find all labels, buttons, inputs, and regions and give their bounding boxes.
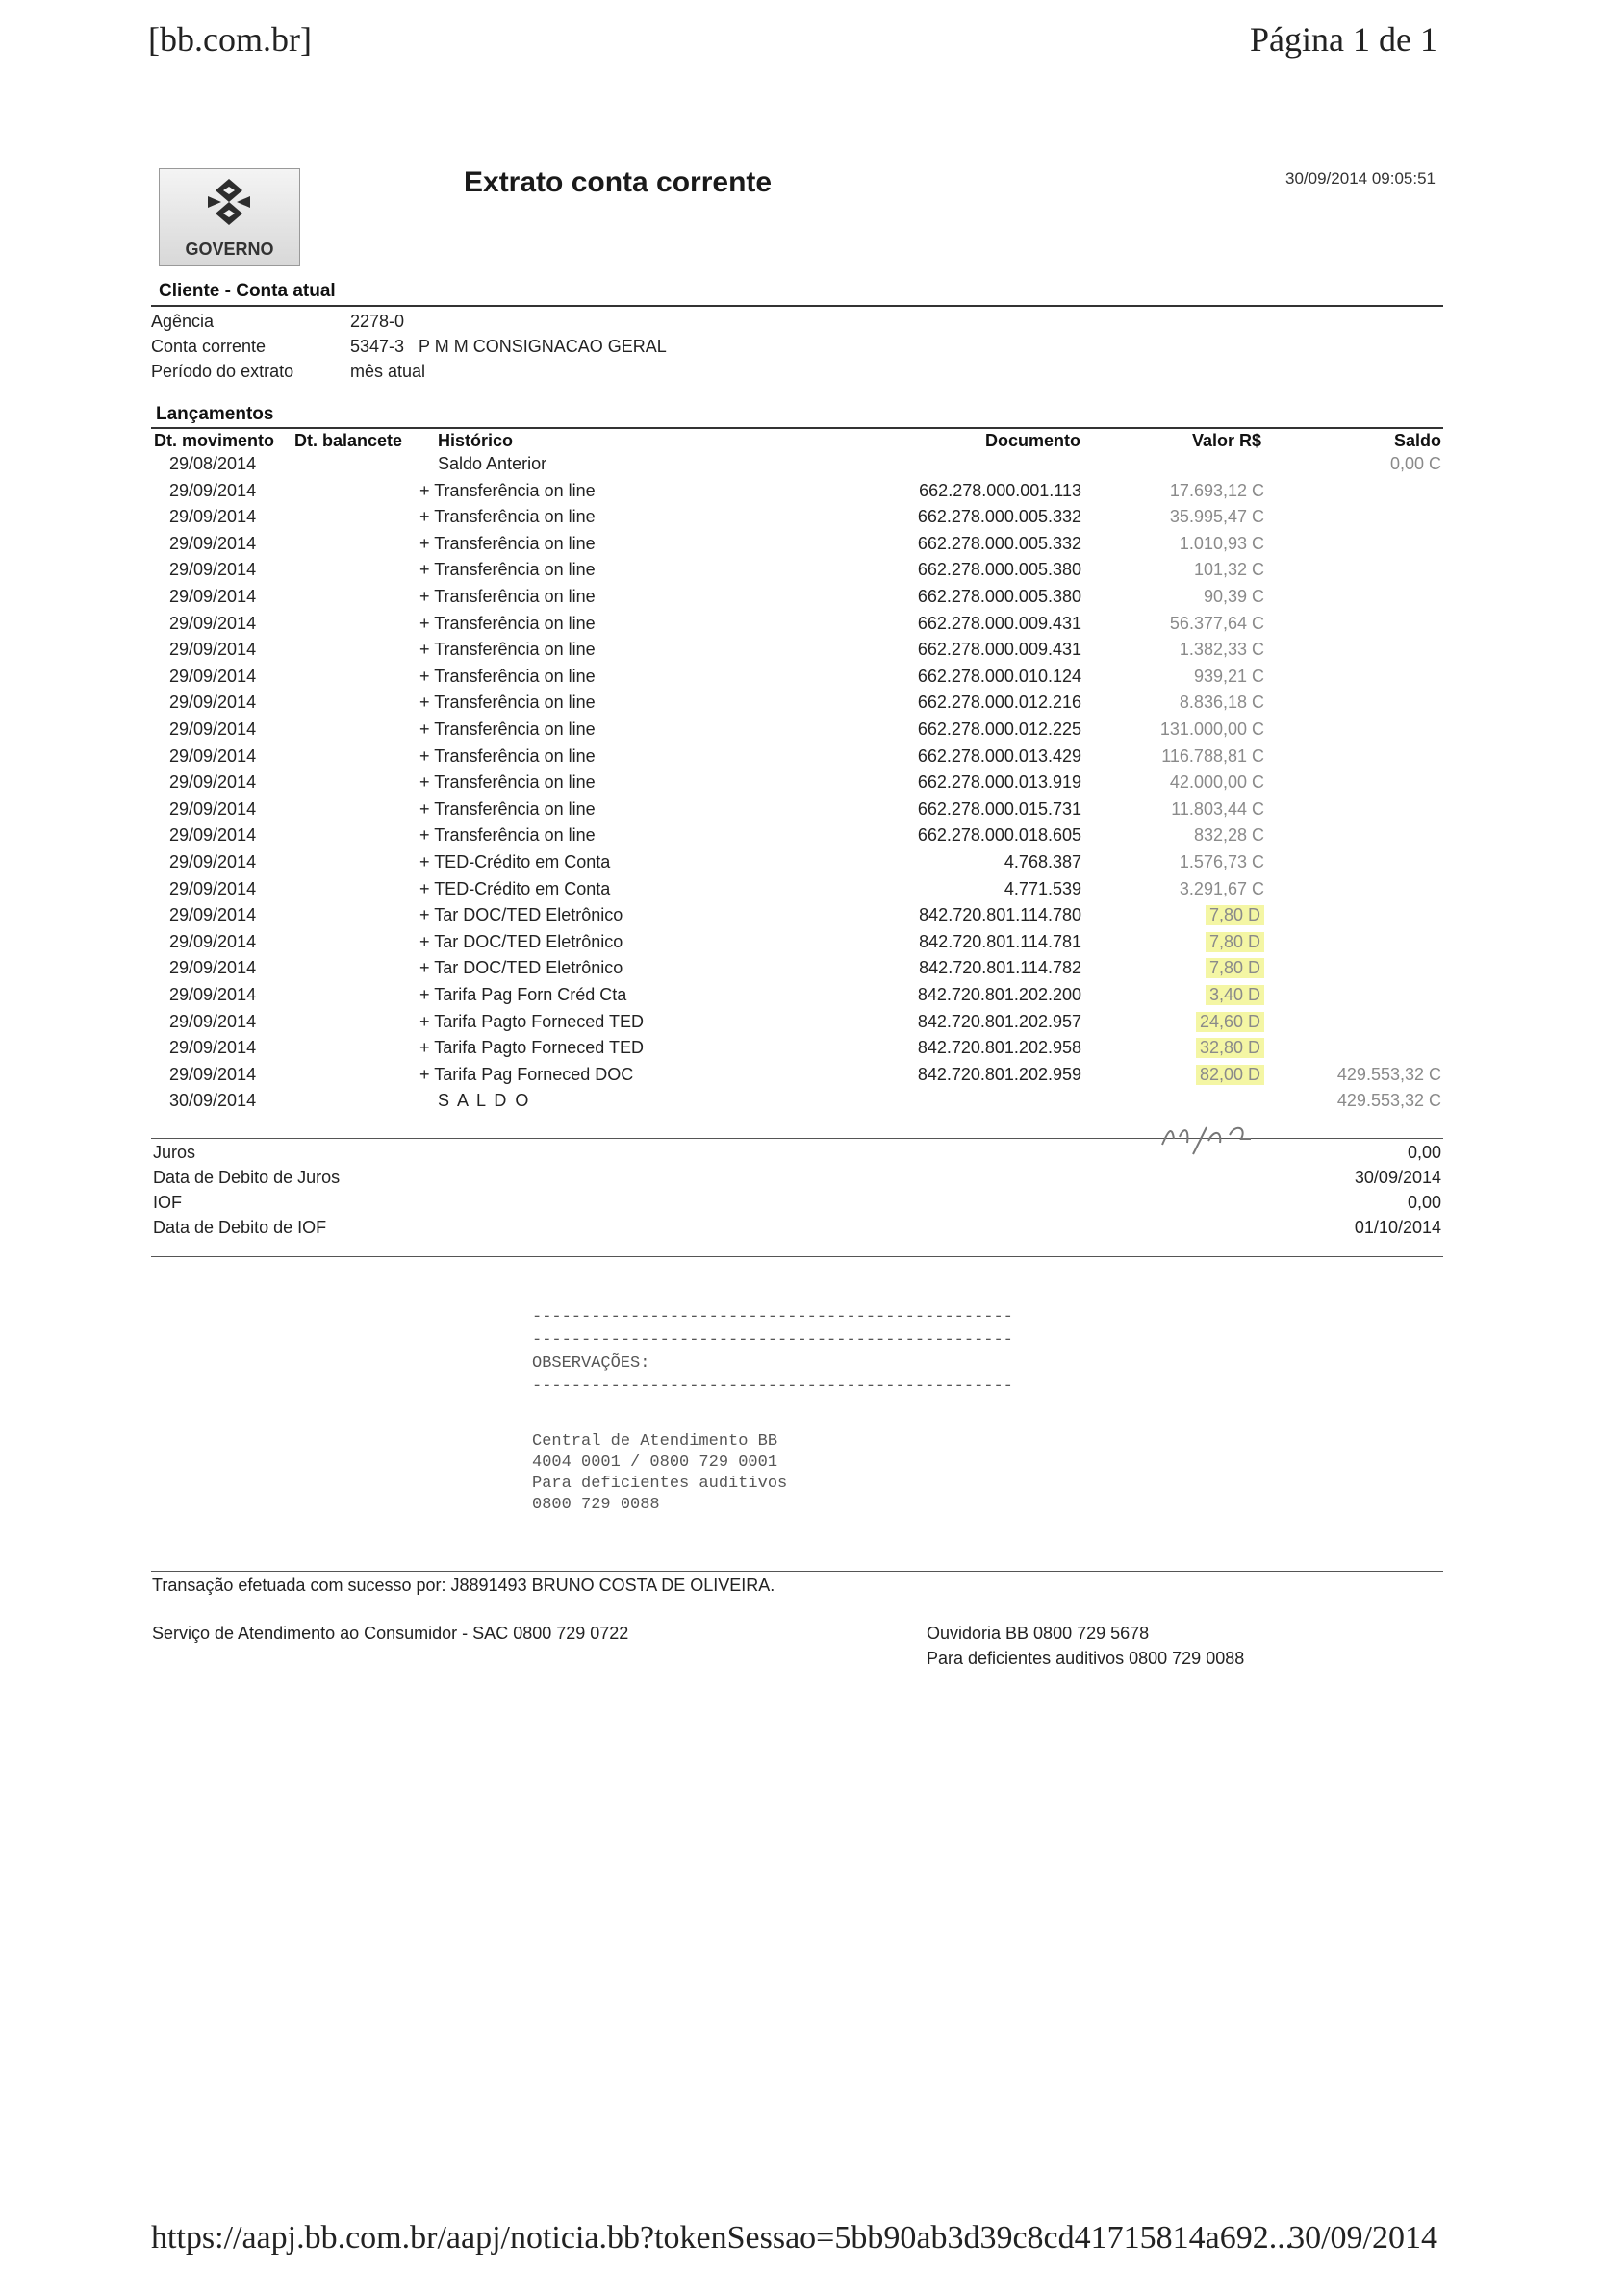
row-documento: 662.278.000.009.431 xyxy=(917,613,1081,633)
table-row xyxy=(0,799,1601,825)
table-row xyxy=(0,1012,1601,1038)
row-date: 29/09/2014 xyxy=(169,693,257,713)
table-row xyxy=(0,614,1601,640)
row-date: 29/09/2014 xyxy=(169,533,257,553)
row-valor: 11.803,44 C xyxy=(1171,798,1264,819)
table-row xyxy=(0,879,1601,905)
print-date: 30/09/2014 xyxy=(1288,2220,1437,2256)
row-historico: + Transferência on line xyxy=(419,666,596,686)
juros-value: 0,00 xyxy=(1407,1143,1441,1162)
row-valor: 116.788,81 C xyxy=(1161,745,1264,766)
table-row xyxy=(0,534,1601,560)
table-row xyxy=(0,852,1601,878)
row-historico: + TED-Crédito em Conta xyxy=(419,878,611,898)
table-row xyxy=(0,985,1601,1011)
row-valor: 1.010,93 C xyxy=(1179,533,1264,553)
table-row xyxy=(0,640,1601,666)
logo-text: GOVERNO xyxy=(185,240,274,259)
table-row xyxy=(0,719,1601,745)
row-valor: 35.995,47 C xyxy=(1169,507,1264,527)
row-historico: + Tar DOC/TED Eletrônico xyxy=(419,905,623,925)
row-valor: 7,80 D xyxy=(1206,932,1264,952)
row-historico: + Transferência on line xyxy=(419,825,596,845)
row-date: 29/08/2014 xyxy=(169,454,257,473)
row-date: 29/09/2014 xyxy=(169,719,257,739)
iof-value: 0,00 xyxy=(1407,1193,1441,1212)
table-row xyxy=(0,481,1601,507)
central-atendimento: Central de Atendimento BB 4004 0001 / 0800 729 0001 Para deficientes auditivos 0800 729 0088 xyxy=(532,1432,788,1514)
handwritten-annotation xyxy=(1155,1106,1280,1164)
row-documento: 662.278.000.015.731 xyxy=(917,798,1081,819)
sac-info: Serviço de Atendimento ao Consumidor - SAC 0800 729 0722 xyxy=(152,1624,629,1643)
page-url: https://aapj.bb.com.br/aapj/noticia.bb?tokenSessao=5bb90ab3d39c8cd41715814a692... xyxy=(151,2220,1294,2256)
table-row xyxy=(0,560,1601,586)
row-date: 29/09/2014 xyxy=(169,772,257,793)
row-historico: + Transferência on line xyxy=(419,719,596,739)
table-row xyxy=(0,1038,1601,1064)
row-date: 29/09/2014 xyxy=(169,825,257,845)
row-valor: 24,60 D xyxy=(1196,1012,1264,1032)
row-historico: + Tarifa Pag Forn Créd Cta xyxy=(419,985,627,1004)
row-date: 29/09/2014 xyxy=(169,640,257,660)
col-header-dt-balancete: Dt. balancete xyxy=(294,431,403,450)
row-historico: + Tarifa Pag Forneced DOC xyxy=(419,1064,634,1084)
row-date: 29/09/2014 xyxy=(169,745,257,766)
row-historico: + Transferência on line xyxy=(419,745,596,766)
row-documento: 662.278.000.001.113 xyxy=(919,480,1081,500)
row-valor: 56.377,64 C xyxy=(1169,613,1264,633)
row-documento: 662.278.000.010.124 xyxy=(917,666,1081,686)
juros-label: Juros xyxy=(153,1143,196,1162)
row-documento: 662.278.000.012.216 xyxy=(917,693,1081,713)
conta-label: Conta corrente xyxy=(151,337,267,356)
table-row xyxy=(0,587,1601,613)
row-documento: 662.278.000.005.332 xyxy=(917,533,1081,553)
periodo-value: mês atual xyxy=(350,362,426,381)
row-documento: 662.278.000.013.429 xyxy=(917,745,1081,766)
periodo-label: Período do extrato xyxy=(151,362,294,381)
col-header-saldo: Saldo xyxy=(1393,431,1441,450)
bb-logo-icon xyxy=(200,177,258,227)
row-historico: + Tar DOC/TED Eletrônico xyxy=(419,931,623,951)
row-valor: 42.000,00 C xyxy=(1169,772,1264,793)
table-row xyxy=(0,507,1601,533)
row-historico: + Tarifa Pagto Forneced TED xyxy=(419,1011,644,1031)
table-row xyxy=(0,825,1601,851)
row-historico: + Tarifa Pagto Forneced TED xyxy=(419,1038,644,1058)
iof-label: IOF xyxy=(153,1193,182,1212)
row-date: 29/09/2014 xyxy=(169,878,257,898)
conta-value: 5347-3 P M M CONSIGNACAO GERAL xyxy=(350,337,667,356)
row-date: 29/09/2014 xyxy=(169,798,257,819)
agencia-label: Agência xyxy=(151,312,215,331)
row-documento: 662.278.000.012.225 xyxy=(917,719,1081,739)
divider xyxy=(151,1256,1443,1257)
row-valor: 939,21 C xyxy=(1193,666,1264,686)
row-valor: 1.576,73 C xyxy=(1179,852,1264,871)
ouvidoria-info: Ouvidoria BB 0800 729 5678 xyxy=(927,1624,1150,1643)
table-row xyxy=(0,454,1601,480)
row-valor: 8.836,18 C xyxy=(1179,693,1264,713)
row-date: 29/09/2014 xyxy=(169,587,257,606)
table-row xyxy=(0,667,1601,693)
row-date: 29/09/2014 xyxy=(169,985,257,1004)
row-historico: + TED-Crédito em Conta xyxy=(419,852,611,871)
divider xyxy=(151,427,1443,429)
bank-logo xyxy=(159,168,300,266)
row-documento: 842.720.801.202.957 xyxy=(917,1011,1081,1031)
row-date: 30/09/2014 xyxy=(169,1091,257,1111)
page-number: Página 1 de 1 xyxy=(1250,20,1437,59)
row-valor: 1.382,33 C xyxy=(1179,640,1264,660)
row-date: 29/09/2014 xyxy=(169,666,257,686)
observacoes-box: ------------------------------------------------- ------------------------------------------------- OBSERVAÇÕES: ------------------------------------------------- xyxy=(532,1308,1013,1396)
transaction-info: Transação efetuada com sucesso por: J8891493 BRUNO COSTA DE OLIVEIRA. xyxy=(152,1576,775,1595)
table-row xyxy=(0,905,1601,931)
row-valor: 3.291,67 C xyxy=(1179,878,1264,898)
table-row xyxy=(0,932,1601,958)
row-documento: 842.720.801.114.781 xyxy=(919,931,1081,951)
data-debito-juros-label: Data de Debito de Juros xyxy=(153,1168,341,1187)
row-saldo: 429.553,32 C xyxy=(1336,1091,1441,1111)
table-row xyxy=(0,693,1601,719)
row-valor: 7,80 D xyxy=(1206,958,1264,978)
row-documento: 842.720.801.114.780 xyxy=(919,905,1081,925)
document-title: Extrato conta corrente xyxy=(464,166,773,198)
agencia-value: 2278-0 xyxy=(350,312,405,331)
row-historico: + Transferência on line xyxy=(419,533,596,553)
row-valor: 32,80 D xyxy=(1196,1038,1264,1058)
row-historico: + Transferência on line xyxy=(419,640,596,660)
table-row xyxy=(0,1065,1601,1091)
col-header-valor: Valor R$ xyxy=(1191,431,1261,450)
col-header-documento: Documento xyxy=(985,431,1080,450)
row-historico: Saldo Anterior xyxy=(438,454,547,473)
row-historico: + Transferência on line xyxy=(419,560,596,580)
lancamentos-section-title: Lançamentos xyxy=(156,404,274,424)
table-row xyxy=(0,1091,1601,1117)
divider xyxy=(151,305,1443,307)
row-documento: 662.278.000.009.431 xyxy=(917,640,1081,660)
row-historico: S A L D O xyxy=(438,1091,531,1111)
row-documento: 662.278.000.005.380 xyxy=(917,560,1081,580)
data-debito-juros-value: 30/09/2014 xyxy=(1354,1168,1441,1187)
row-valor: 90,39 C xyxy=(1203,587,1264,606)
row-saldo: 0,00 C xyxy=(1389,454,1441,473)
row-documento: 662.278.000.018.605 xyxy=(917,825,1081,845)
row-historico: + Tar DOC/TED Eletrônico xyxy=(419,958,623,978)
row-historico: + Transferência on line xyxy=(419,507,596,527)
table-row xyxy=(0,746,1601,772)
ouvidoria-deficientes-info: Para deficientes auditivos 0800 729 0088 xyxy=(927,1649,1245,1668)
row-date: 29/09/2014 xyxy=(169,931,257,951)
row-date: 29/09/2014 xyxy=(169,905,257,925)
row-historico: + Transferência on line xyxy=(419,480,596,500)
row-date: 29/09/2014 xyxy=(169,613,257,633)
table-row xyxy=(0,772,1601,798)
row-date: 29/09/2014 xyxy=(169,507,257,527)
row-documento: 842.720.801.114.782 xyxy=(919,958,1081,978)
site-header: [bb.com.br] xyxy=(148,20,312,59)
row-date: 29/09/2014 xyxy=(169,1011,257,1031)
col-header-dt-movimento: Dt. movimento xyxy=(154,431,275,450)
row-historico: + Transferência on line xyxy=(419,798,596,819)
row-valor: 832,28 C xyxy=(1193,825,1264,845)
row-documento: 662.278.000.013.919 xyxy=(917,772,1081,793)
row-documento: 662.278.000.005.380 xyxy=(917,587,1081,606)
row-date: 29/09/2014 xyxy=(169,852,257,871)
row-valor: 101,32 C xyxy=(1193,560,1264,580)
row-documento: 842.720.801.202.958 xyxy=(917,1038,1081,1058)
row-date: 29/09/2014 xyxy=(169,560,257,580)
row-documento: 4.768.387 xyxy=(1004,852,1081,871)
divider xyxy=(151,1571,1443,1572)
table-row xyxy=(0,958,1601,984)
row-historico: + Transferência on line xyxy=(419,613,596,633)
row-date: 29/09/2014 xyxy=(169,480,257,500)
row-valor: 131.000,00 C xyxy=(1159,719,1264,739)
row-documento: 842.720.801.202.959 xyxy=(917,1064,1081,1084)
row-date: 29/09/2014 xyxy=(169,1038,257,1058)
row-documento: 662.278.000.005.332 xyxy=(917,507,1081,527)
client-section-title: Cliente - Conta atual xyxy=(159,281,336,301)
data-debito-iof-value: 01/10/2014 xyxy=(1354,1218,1441,1237)
data-debito-iof-label: Data de Debito de IOF xyxy=(153,1218,327,1237)
row-valor: 82,00 D xyxy=(1196,1065,1264,1085)
row-documento: 4.771.539 xyxy=(1004,878,1081,898)
row-valor: 3,40 D xyxy=(1206,985,1264,1005)
row-date: 29/09/2014 xyxy=(169,1064,257,1084)
row-saldo: 429.553,32 C xyxy=(1336,1064,1441,1084)
col-header-historico: Histórico xyxy=(438,431,514,450)
row-documento: 842.720.801.202.200 xyxy=(917,985,1081,1004)
row-historico: + Transferência on line xyxy=(419,587,596,606)
row-valor: 17.693,12 C xyxy=(1169,480,1264,500)
row-historico: + Transferência on line xyxy=(419,693,596,713)
row-historico: + Transferência on line xyxy=(419,772,596,793)
row-valor: 7,80 D xyxy=(1206,905,1264,925)
row-date: 29/09/2014 xyxy=(169,958,257,978)
document-timestamp: 30/09/2014 09:05:51 xyxy=(1285,169,1436,188)
